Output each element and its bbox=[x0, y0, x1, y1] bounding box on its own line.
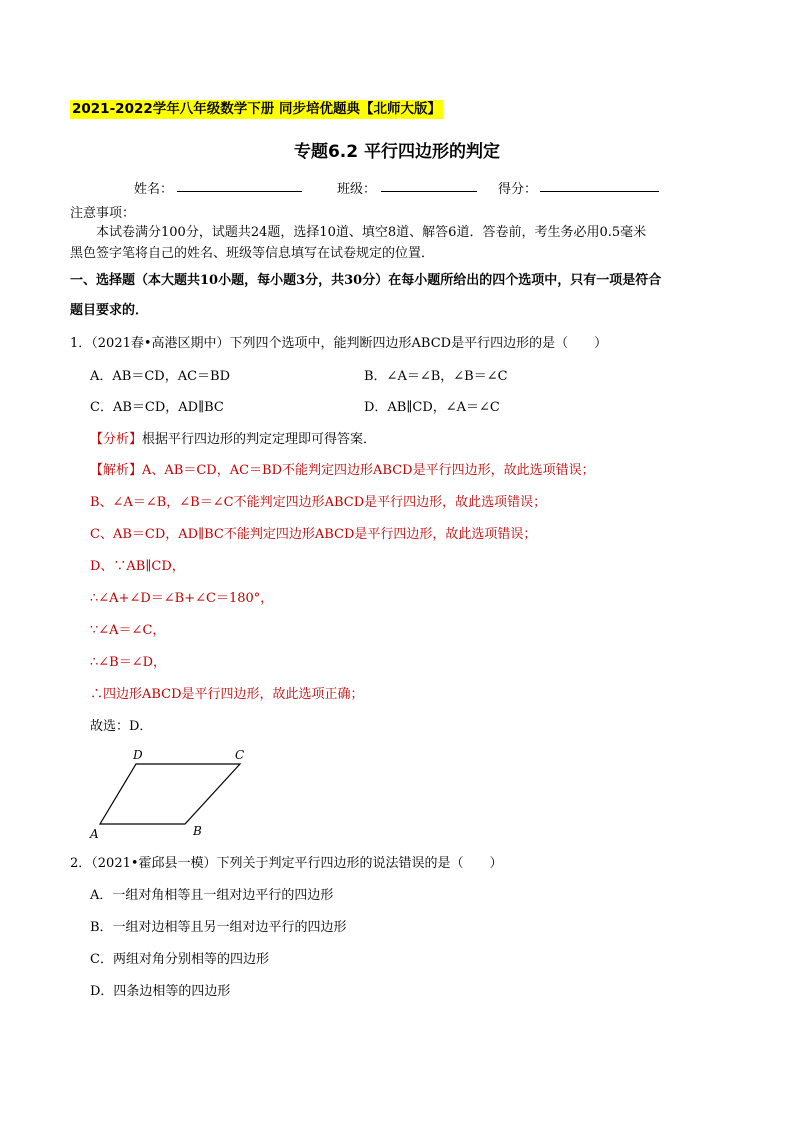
notice-line: 本试卷满分100分，试题共24题，选择10道、填空8道、解答6道．答卷前，考生务必用0.5毫米 bbox=[96, 225, 647, 240]
vertex-label-c: C bbox=[235, 748, 245, 762]
page-title: 专题6.2 平行四边形的判定 bbox=[293, 142, 501, 162]
vertex-label-b: B bbox=[193, 824, 202, 838]
answer-line: 故选：D． bbox=[90, 719, 153, 734]
section-heading: 题目要求的． bbox=[70, 303, 149, 318]
parallelogram-shape bbox=[100, 764, 240, 824]
option-a: A．AB＝CD，AC＝BD bbox=[90, 369, 231, 384]
solution-line: ∵∠A＝∠C， bbox=[90, 623, 166, 638]
option-d: D．AB∥CD，∠A＝∠C bbox=[364, 400, 500, 415]
solution-line: B、∠A＝∠B，∠B＝∠C不能判定四边形ABCD是平行四边形，故此选项错误； bbox=[90, 495, 547, 510]
section-heading: 一、选择题（本大题共10小题，每小题3分，共30分）在每小题所给出的四个选项中，只有一项是符合 bbox=[70, 273, 662, 288]
score-label: 得分： bbox=[498, 182, 538, 197]
solution-tag: 【解析】 bbox=[90, 463, 143, 478]
question-stem: 2．（2021•霍邱县一模）下列关于判定平行四边形的说法错误的是（ ） bbox=[70, 856, 503, 871]
solution-line: ∴四边形ABCD是平行四边形，故此选项正确； bbox=[90, 687, 364, 702]
option-b: B．一组对边相等且另一组对边平行的四边形 bbox=[90, 920, 347, 935]
option-d: D．四条边相等的四边形 bbox=[90, 984, 231, 999]
solution-line: C、AB＝CD，AD∥BC不能判定四边形ABCD是平行四边形，故此选项错误； bbox=[90, 527, 537, 542]
class-label: 班级： bbox=[337, 182, 377, 197]
option-c: C．两组对角分别相等的四边形 bbox=[90, 952, 269, 967]
analysis-text: 根据平行四边形的判定定理即可得答案． bbox=[142, 432, 377, 447]
series-banner: 2021-2022学年八年级数学下册 同步培优题典【北师大版】 bbox=[72, 101, 441, 117]
solution-line: D、∵AB∥CD， bbox=[90, 559, 185, 574]
parallelogram-figure bbox=[85, 742, 260, 842]
solution-line: ∴∠A+∠D＝∠B+∠C＝180°， bbox=[90, 591, 274, 606]
class-blank[interactable] bbox=[381, 191, 477, 192]
notice-heading: 注意事项： bbox=[70, 206, 136, 221]
solution-line: ∴∠B＝∠D， bbox=[90, 655, 167, 670]
solution-line bbox=[90, 462, 595, 480]
solution-text: A、AB＝CD，AC＝BD不能判定四边形ABCD是平行四边形，故此选项错误； bbox=[142, 463, 595, 478]
score-blank[interactable] bbox=[540, 191, 659, 192]
analysis-line bbox=[90, 431, 376, 449]
option-b: B．∠A＝∠B，∠B＝∠C bbox=[364, 369, 508, 384]
name-label: 姓名： bbox=[134, 182, 174, 197]
option-c: C．AB＝CD，AD∥BC bbox=[90, 400, 224, 415]
option-a: A．一组对角相等且一组对边平行的四边形 bbox=[90, 888, 334, 903]
vertex-label-d: D bbox=[133, 748, 143, 762]
vertex-label-a: A bbox=[90, 827, 99, 841]
analysis-tag: 【分析】 bbox=[90, 432, 143, 447]
notice-line: 黑色签字笔将自己的姓名、班级等信息填写在试卷规定的位置． bbox=[70, 246, 435, 261]
name-blank[interactable] bbox=[177, 191, 302, 192]
question-stem: 1．（2021春•高港区期中）下列四个选项中，能判断四边形ABCD是平行四边形的是（ ） bbox=[70, 336, 608, 351]
